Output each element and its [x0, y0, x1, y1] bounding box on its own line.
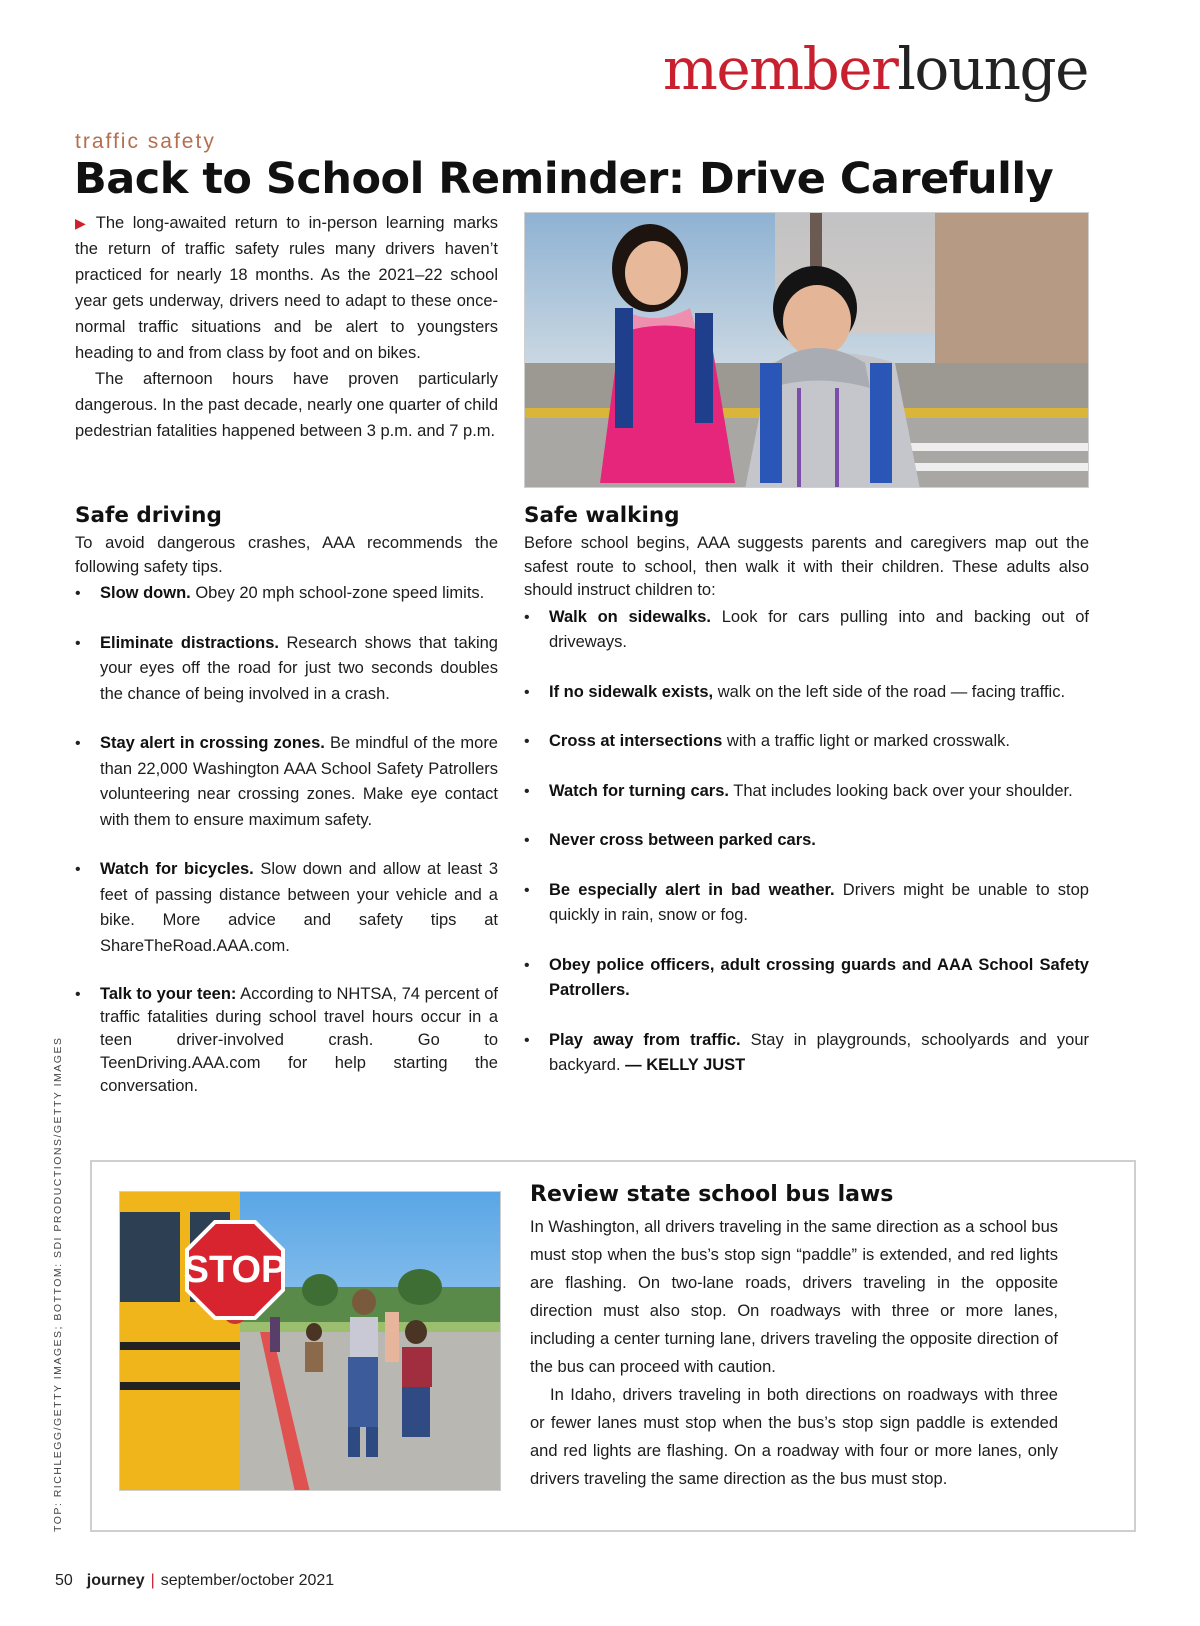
list-item: • Watch for bicycles. Slow down and allow at least 3 feet of passing distance between your vehicle and a bike. More advice and safety tips at ShareTheRoad.AAA.com.	[75, 857, 498, 959]
red-triangle-icon: ▶	[75, 215, 86, 231]
article-intro	[75, 210, 498, 444]
kids-walking-illustration	[525, 213, 1089, 488]
safe-driving-list	[75, 581, 498, 1098]
list-item: • Watch for turning cars. That includes looking back over your shoulder.	[524, 779, 1089, 805]
list-item: • If no sidewalk exists, walk on the left side of the road — facing traffic.	[524, 680, 1089, 706]
list-item: • Slow down. Obey 20 mph school-zone speed limits.	[75, 581, 498, 607]
list-item: • Cross at intersections with a traffic light or marked crosswalk.	[524, 729, 1089, 755]
list-item: • Obey police officers, adult crossing guards and AAA School Safety Patrollers.	[524, 953, 1089, 1004]
section-kicker: traffic safety	[75, 130, 216, 153]
safe-walking-section	[524, 503, 1089, 1079]
list-item: • Be especially alert in bad weather. Drivers might be unable to stop quickly in rain, snow or fog.	[524, 878, 1089, 929]
publication-name: journey	[86, 1572, 145, 1589]
byline: — KELLY JUST	[625, 1056, 746, 1074]
stop-sign-text: STOP	[183, 1249, 287, 1291]
article-headline: Back to School Reminder: Drive Carefully	[74, 154, 1054, 204]
school-bus-photo	[119, 1191, 501, 1491]
kids-walking-photo	[524, 212, 1089, 488]
page-footer	[55, 1572, 334, 1590]
issue-date: september/october 2021	[160, 1572, 335, 1589]
list-item: • Talk to your teen: According to NHTSA, 74 percent of traffic fatalities during school travel hours occur in a teen driver-involved crash. Go to TeenDriving.AAA.com for help starting the conversation.	[75, 983, 498, 1098]
safe-walking-heading: Safe walking	[524, 503, 680, 528]
bus-laws-text	[530, 1182, 1058, 1493]
page-number: 50	[55, 1572, 73, 1589]
masthead-lounge: lounge	[897, 35, 1088, 103]
photo-credit: TOP: RICHLEGG/GETTY IMAGES; BOTTOM: SDI PRODUCTIONS/GETTY IMAGES	[52, 1036, 64, 1532]
safe-driving-section	[75, 503, 498, 1098]
intro-paragraph-1: ▶ The long-awaited return to in-person learning marks the return of traffic safety rules many drivers haven’t practiced for nearly 18 months. As the 2021–22 school year gets underway, drivers need to adapt to these once-normal traffic situations and be alert to youngsters heading to and from class by foot and on bikes.	[75, 210, 498, 366]
safe-driving-intro: To avoid dangerous crashes, AAA recommends the following safety tips.	[75, 534, 498, 576]
masthead-logo	[662, 35, 1088, 103]
list-item: • Stay alert in crossing zones. Be mindful of the more than 22,000 Washington AAA School Safety Patrollers volunteering near crossing zones. Make eye contact with them to ensure maximum safety.	[75, 731, 498, 833]
list-item: • Never cross between parked cars.	[524, 828, 1089, 854]
bus-laws-paragraph-2: In Idaho, drivers traveling in both directions on roadways with three or fewer lanes must stop when the bus’s stop sign paddle is extended and red lights are flashing. On a roadway with four or more lanes, only drivers traveling the same direction as the bus must stop.	[530, 1386, 1058, 1488]
list-item: • Eliminate distractions. Research shows that taking your eyes off the road for just two seconds doubles the chance of being involved in a crash.	[75, 631, 498, 708]
list-item: • Play away from traffic. Stay in playgrounds, schoolyards and your backyard. — KELLY JUST	[524, 1028, 1089, 1079]
intro-paragraph-2: The afternoon hours have proven particularly dangerous. In the past decade, nearly one quarter of child pedestrian fatalities happened between 3 p.m. and 7 p.m.	[75, 370, 498, 440]
bus-laws-paragraph-1: In Washington, all drivers traveling in the same direction as a school bus must stop when the bus’s stop sign “paddle” is extended, and red lights are flashing. On two-lane roads, drivers traveling in the opposite direction must also stop. On roadways with three or more lanes, including a center turning lane, drivers traveling the opposite direction of the bus can proceed with caution.	[530, 1218, 1058, 1376]
bus-laws-heading: Review state school bus laws	[530, 1182, 894, 1207]
bus-laws-sidebar	[90, 1160, 1136, 1532]
safe-walking-intro: Before school begins, AAA suggests parents and caregivers map out the safest route to school, then walk it with their children. These adults also should instruct children to:	[524, 534, 1089, 599]
safe-walking-list	[524, 605, 1089, 1079]
safe-driving-heading: Safe driving	[75, 503, 222, 528]
list-item: • Walk on sidewalks. Look for cars pulling into and backing out of driveways.	[524, 605, 1089, 656]
footer-separator: |	[150, 1572, 155, 1589]
school-bus-illustration	[120, 1192, 501, 1491]
masthead-member: member	[662, 35, 898, 103]
